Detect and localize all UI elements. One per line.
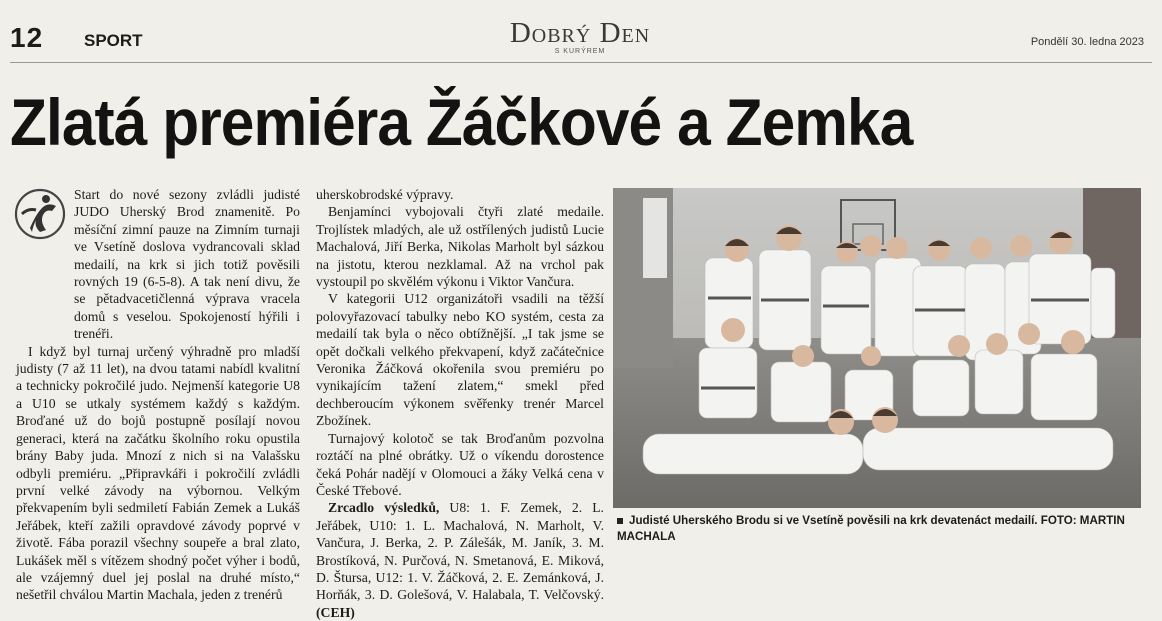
paragraph: V kategorii U12 organizátoři vsadili na těžší polovyřazovací tabulky nebo KO systém, cesta za medailí tak byla o něco obtížnější. „I tak jsme se opět dočkali velkého překvapení, když začátečnice Veronika Žáčková okořenila svou premiéru po vynikajícím tažení zlatem,“ smekl před dechberoucím výkonem svěřenky trenér Marcel Zbožínek. (316, 291, 604, 429)
paragraph: Turnajový kolotoč se tak Broďanům pozvolna roztáčí na plné obrátky. Už o víkendu dorostence čeká Pohár nadějí v Olomouci a žáky Velká cena v České Třebové. (316, 430, 604, 498)
author-tag: (CEH) (316, 604, 355, 620)
masthead-sub: S KURÝREM (554, 48, 606, 55)
issue-date: Pondělí 30. ledna 2023 (1030, 36, 1144, 48)
caption-text: Judisté Uherského Brodu si ve Vsetíně pověsili na krk devatenáct medailí. FOTO: MARTIN MACHALA (617, 514, 1125, 543)
masthead-name: Dobrý Den (509, 17, 651, 49)
paragraph: uherskobrodské výpravy. (316, 187, 454, 202)
page-number: 12 (10, 22, 44, 53)
section-label: SPORT (84, 31, 143, 50)
intro-paragraph (16, 186, 300, 343)
results-paragraph (316, 499, 604, 621)
header-rule (10, 62, 1152, 63)
team-photo (613, 188, 1141, 508)
article-column-1 (16, 186, 300, 604)
headline: Zlatá premiéra Žáčkové a Zemka (10, 85, 913, 159)
results-label: Zrcadlo výsledků, (328, 500, 440, 516)
article-column-2 (316, 186, 604, 621)
intro-text: Start do nové sezony zvládli judisté JUDO Uherský Brod znamenitě. Po měsíční zimní pauze na Zimním turnaji ve Vsetíně doslova vydrancovali sklad medailí, na krk si jich totiž pověsili rovných 19 (6-5-8). A tak není divu, že se pětadvacetičlenná výprava vracela domů s veselou. Spokojeností hýřili i trenéři. (74, 187, 300, 342)
photo-caption (617, 513, 1145, 545)
paragraph: I když byl turnaj určený výhradně pro mladší judisty (7 až 11 let), na dvou tatami nabídl kvalitní a technicky pokročilé judo. Nejmenší kategorie U8 a U10 se utkaly systémem každý s každým. Broďané už do bojů postupně posílají novou generaci, která na začátku školního roku opustila brány Baby juda. Mnozí z nich si na Valašsku odbyli premiéru. „Připravkáři i pokročilí zvládli první velké závody na výbornou. Velkým překvapením byli sedmiletí Fabián Zemek a Lukáš Jeřábek, kteří zažili opravdové závody poprvé v životě. Fába porazil všechny soupeře a bral zlato, Lukášek měl s vítězem shodný počet výher i bodů, ale vzájemný duel jej poslal na druhé místo,“ nešetřil chválou Martin Machala, jeden z trenérů (16, 343, 300, 603)
paragraph: Benjamínci vybojovali čtyři zlaté medaile. Trojlístek mladých, ale už ostřílených judistů Lucie Machalová, Jiří Berka, Nikolas Marholt byl sázkou na jistotu, kterou nezklamal. Až na vrchol pak vystoupil po skvělém výkonu i Viktor Vančura. (316, 204, 604, 290)
results-text: U8: 1. F. Zemek, 2. L. Jeřábek, U10: 1. L. Machalová, N. Marholt, V. Vančura, J. Berka, 2. P. Zálešák, M. Janík, 3. M. Brostíková, N. Purčová, N. Smetanová, E. Miková, D. Štursa, U12: 1. V. Žáčková, 2. E. Zemánková, J. Horňák, 3. D. Golešová, V. Halabala, T. Velčovský. (316, 500, 604, 603)
caption-bullet-icon (617, 518, 623, 524)
masthead (470, 18, 690, 55)
